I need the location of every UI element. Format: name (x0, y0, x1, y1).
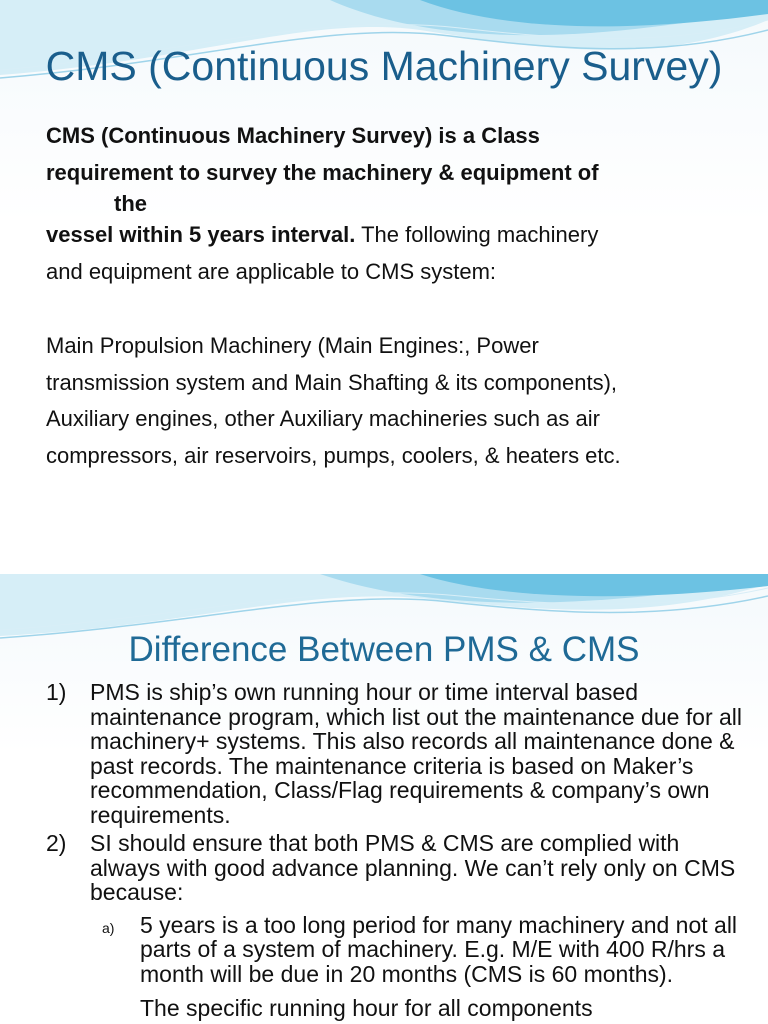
slide-list (46, 680, 746, 1021)
sub-list-item (46, 996, 746, 1021)
body-line: transmission system and Main Shafting & its components), (46, 369, 618, 395)
slide-title: Difference Between PMS & CMS (128, 630, 640, 669)
slide-body (46, 118, 726, 474)
list-item (46, 680, 746, 827)
slide-separator (0, 556, 768, 574)
body-line: Main Propulsion Machinery (Main Engines:, Power (46, 333, 539, 358)
body-line: the (114, 191, 147, 216)
body-line-bold: vessel within 5 years interval. (46, 222, 356, 247)
body-line: Auxiliary engines, other Auxiliary machineries such as air (46, 406, 600, 431)
list-text: PMS is ship’s own running hour or time interval based maintenance program, which list out the maintenance due for all machinery+ systems. This also records all maintenance done & past records. The maintenance criteria is based on Maker’s recommendation, Class/Flag requirements & company’s own requirements. (90, 679, 743, 828)
slide-title: CMS (Continuous Machinery Survey) (45, 43, 723, 89)
list-item (46, 831, 746, 905)
sub-list-text: The specific running hour for all components (140, 995, 593, 1021)
body-line: compressors, air reservoirs, pumps, coolers, & heaters etc. (46, 442, 621, 468)
sub-list-text: 5 years is a too long period for many machinery and not all parts of a system of machinery. E.g. M/E with 400 R/hrs a month will be due in 20 months (CMS is 60 months). (140, 911, 738, 987)
body-line (46, 217, 726, 254)
body-line: requirement to survey the machinery & equipment of (46, 159, 599, 185)
sub-list-item (46, 913, 746, 987)
body-line-rest: The following machinery (355, 222, 599, 247)
body-line: CMS (Continuous Machinery Survey) is a Class (46, 123, 540, 148)
list-number: 2) (46, 830, 67, 856)
body-line: and equipment are applicable to CMS system: (46, 258, 497, 284)
list-number: 1) (46, 679, 67, 705)
list-text: SI should ensure that both PMS & CMS are complied with always with good advance planning. We can’t rely only on CMS because: (90, 830, 736, 905)
sub-list-letter: a) (102, 919, 115, 936)
